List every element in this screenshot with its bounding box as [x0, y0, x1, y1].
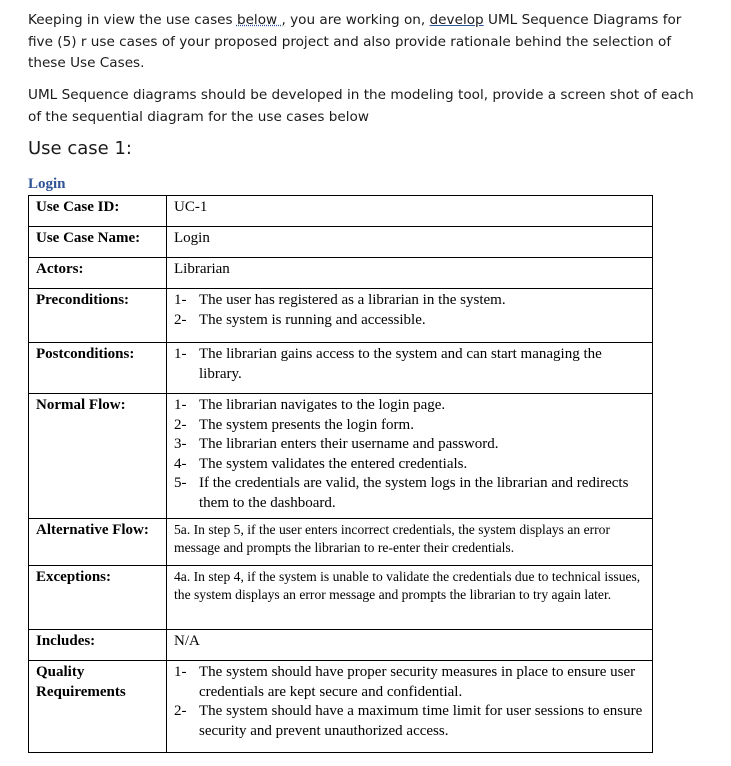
value-normal-flow: [167, 394, 653, 519]
list-item-number: 5-: [174, 475, 187, 491]
list-item-text: The user has registered as a librarian in the system.: [199, 292, 506, 308]
label-quality-requirements: [29, 661, 167, 753]
normal-flow-list: [174, 396, 648, 513]
value-includes: N/A: [167, 630, 653, 661]
list-item-number: 4-: [174, 455, 187, 472]
intro-text-middle: you are working on,: [285, 12, 430, 28]
value-alternative-flow: 5a. In step 5, if the user enters incorrect credentials, the system displays an error message and prompts the librarian to re-enter their credentials.: [167, 519, 653, 566]
list-item-number: 2-: [174, 416, 187, 433]
list-item-number: 1-: [174, 346, 187, 362]
list-item: [174, 474, 648, 513]
intro-text-before: Keeping in view the use cases: [28, 12, 237, 28]
list-item-text: The system is running and accessible.: [199, 311, 426, 328]
use-case-heading: Use case 1:: [28, 138, 132, 159]
list-item: [174, 663, 648, 702]
comment-link-below[interactable]: below ,: [236, 12, 286, 28]
list-item-text: The system presents the login form.: [199, 416, 414, 433]
list-item-number: 2-: [174, 703, 187, 719]
value-exceptions: 4a. In step 4, if the system is unable to validate the credentials due to technical issues, the system displays an error message and prompts the librarian to try again later.: [167, 566, 653, 630]
list-item: [174, 416, 648, 436]
label-use-case-id: Use Case ID:: [29, 196, 167, 227]
row-preconditions: [29, 289, 653, 343]
list-item-text: The system validates the entered credentials.: [199, 455, 468, 472]
list-item-text: The librarian gains access to the system and can start managing the library.: [199, 346, 602, 382]
quality-requirements-list: [174, 663, 648, 741]
list-item-text: The librarian enters their username and password.: [199, 436, 499, 452]
list-item-text: If the credentials are valid, the system logs in the librarian and redirects them to the dashboard.: [199, 475, 629, 511]
label-quality-line2: Requirements: [36, 683, 126, 700]
label-exceptions: Exceptions:: [29, 566, 167, 630]
list-item: [174, 345, 648, 384]
list-item-text: The system should have proper security measures in place to ensure user credentials are kept secure and confidential.: [199, 664, 636, 700]
use-case-table: [28, 195, 653, 753]
list-item-text: The librarian navigates to the login page.: [199, 397, 446, 413]
list-item-number: 3-: [174, 436, 187, 452]
label-actors: Actors:: [29, 258, 167, 289]
list-item: [174, 435, 648, 455]
row-actors: [29, 258, 653, 289]
label-alternative-flow: Alternative Flow:: [29, 519, 167, 566]
list-item-number: 1-: [174, 664, 187, 680]
value-use-case-id: UC-1: [167, 196, 653, 227]
list-item: [174, 396, 648, 416]
list-item: [174, 311, 648, 331]
list-item: [174, 702, 648, 741]
table-caption: Login: [28, 176, 66, 192]
list-item: [174, 291, 648, 311]
row-exceptions: [29, 566, 653, 630]
value-actors: Librarian: [167, 258, 653, 289]
list-item-text: The system should have a maximum time limit for user sessions to ensure security and prevent unauthorized access.: [199, 703, 643, 739]
row-postconditions: [29, 343, 653, 394]
intro-paragraph-1: [28, 10, 708, 75]
row-quality-requirements: [29, 661, 653, 753]
value-preconditions: [167, 289, 653, 343]
label-use-case-name: Use Case Name:: [29, 227, 167, 258]
list-item: [174, 455, 648, 475]
row-use-case-id: [29, 196, 653, 227]
list-item-number: 2-: [174, 311, 187, 328]
list-item-number: 1-: [174, 397, 187, 413]
value-postconditions: [167, 343, 653, 394]
label-normal-flow: Normal Flow:: [29, 394, 167, 519]
row-use-case-name: [29, 227, 653, 258]
row-normal-flow: [29, 394, 653, 519]
label-postconditions: Postconditions:: [29, 343, 167, 394]
list-item-number: 1-: [174, 292, 187, 308]
value-quality-requirements: [167, 661, 653, 753]
row-alternative-flow: [29, 519, 653, 566]
postconditions-list: [174, 345, 648, 384]
intro-paragraph-2: UML Sequence diagrams should be developed in the modeling tool, provide a screen shot of each of the sequential diagram for the use cases below: [28, 87, 694, 125]
comment-link-develop[interactable]: develop: [429, 12, 484, 28]
label-preconditions: Preconditions:: [29, 289, 167, 343]
preconditions-list: [174, 291, 648, 330]
label-quality-line1: Quality: [36, 664, 85, 680]
label-includes: Includes:: [29, 630, 167, 661]
row-includes: [29, 630, 653, 661]
intro-text-after: UML Sequence Diagrams for five (5) r use cases of your proposed project and also provide rationale behind the selection of these Use Cases.: [28, 12, 682, 71]
value-use-case-name: Login: [167, 227, 653, 258]
